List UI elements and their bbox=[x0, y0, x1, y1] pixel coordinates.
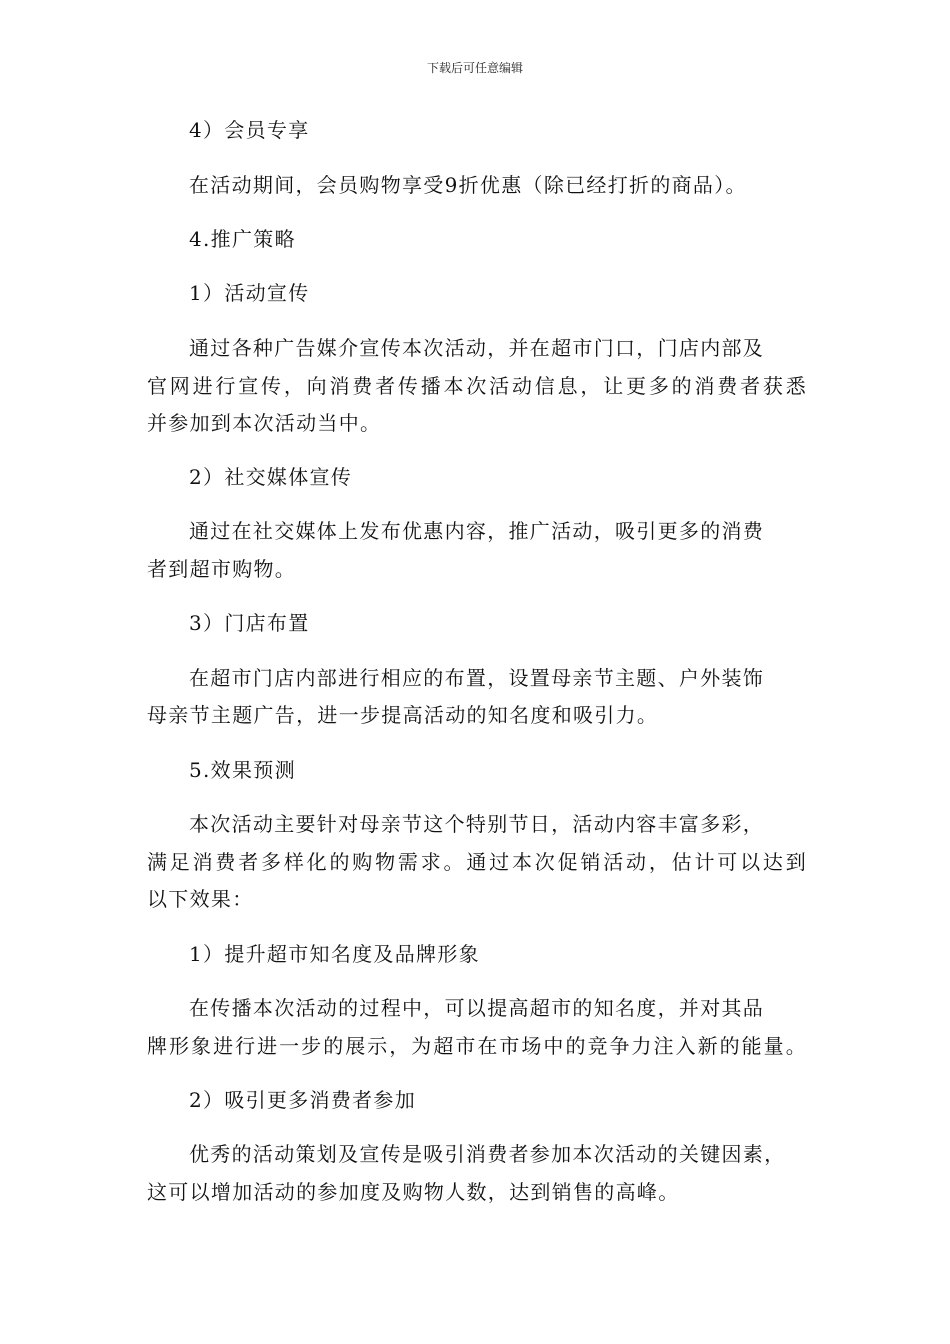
paragraph-line: 官网进行宣传，向消费者传播本次活动信息，让更多的消费者获悉 bbox=[147, 374, 807, 398]
section-heading-effect-forecast: 5.效果预测 bbox=[189, 758, 296, 782]
paragraph-line: 本次活动主要针对母亲节这个特别节日，活动内容丰富多彩， bbox=[189, 812, 765, 836]
paragraph-line: 优秀的活动策划及宣传是吸引消费者参加本次活动的关键因素， bbox=[189, 1142, 786, 1166]
page-header: 下载后可任意编辑 bbox=[426, 61, 523, 75]
subheading-member-exclusive: 4）会员专享 bbox=[189, 118, 310, 142]
subheading-attract-consumers: 2）吸引更多消费者参加 bbox=[189, 1088, 417, 1112]
paragraph-line: 通过各种广告媒介宣传本次活动，并在超市门口，门店内部及 bbox=[189, 336, 765, 360]
paragraph-line: 在传播本次活动的过程中，可以提高超市的知名度，并对其品 bbox=[189, 996, 765, 1020]
subheading-brand-image: 1）提升超市知名度及品牌形象 bbox=[189, 942, 480, 966]
paragraph-line: 以下效果： bbox=[147, 887, 254, 911]
paragraph-line: 这可以增加活动的参加度及购物人数，达到销售的高峰。 bbox=[147, 1180, 680, 1204]
paragraph-line: 牌形象进行进一步的展示，为超市在市场中的竞争力注入新的能量。 bbox=[147, 1034, 807, 1058]
paragraph-line: 在活动期间，会员购物享受9折优惠（除已经打折的商品）。 bbox=[189, 173, 747, 197]
paragraph-line: 通过在社交媒体上发布优惠内容，推广活动，吸引更多的消费 bbox=[189, 519, 765, 543]
paragraph-line: 并参加到本次活动当中。 bbox=[147, 411, 382, 435]
section-heading-promotion-strategy: 4.推广策略 bbox=[189, 227, 296, 251]
subheading-store-layout: 3）门店布置 bbox=[189, 611, 310, 635]
paragraph-line: 母亲节主题广告，进一步提高活动的知名度和吸引力。 bbox=[147, 703, 659, 727]
paragraph-line: 在超市门店内部进行相应的布置，设置母亲节主题、户外装饰 bbox=[189, 666, 765, 690]
subheading-activity-publicity: 1）活动宣传 bbox=[189, 281, 310, 305]
paragraph-line: 者到超市购物。 bbox=[147, 557, 297, 581]
subheading-social-media: 2）社交媒体宣传 bbox=[189, 465, 353, 489]
paragraph-line: 满足消费者多样化的购物需求。通过本次促销活动，估计可以达到 bbox=[147, 850, 807, 874]
